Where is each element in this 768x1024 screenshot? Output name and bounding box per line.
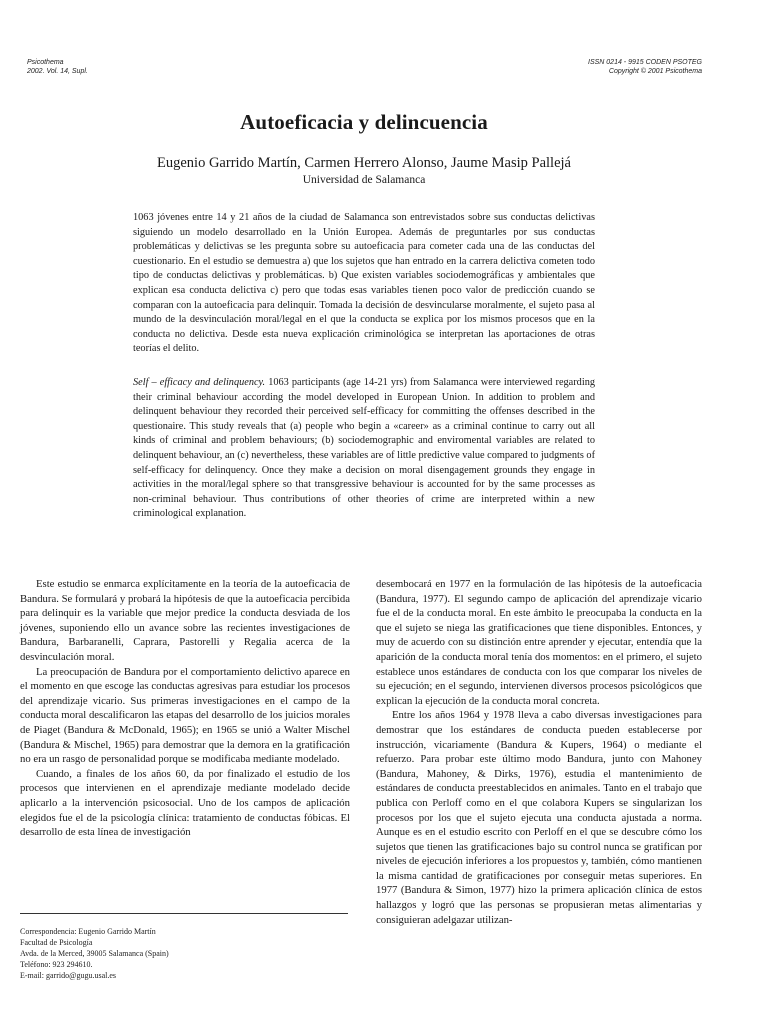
footnote-divider: [20, 913, 348, 914]
abstract-english: [133, 376, 595, 522]
body-column-left: [20, 577, 350, 840]
correspondence-note: [20, 926, 350, 981]
correspondence-address: Avda. de la Merced, 39005 Salamanca (Spain): [20, 949, 169, 958]
abstract-english-text: 1063 participants (age 14-21 yrs) from Salamanca were interviewed regarding their criminal behaviour according the model developed in European Union. In addition to problem and delinquent behaviour they recorded their perceived self-efficacy for committing the offenses described in the questionaire. This study reveals that (a) people who begin a «career» as a criminal continue to carry out all kinds of criminal and problem behaviours; (b) sociodemographic and enviromental variables are related to delinquent behaviour, an (c) nevertheless, these variables are of little predictive value compared to judgments of self-efficacy for delinquency. Once they make a decision on moral disengagement grounds they engage in activities in the moral/legal sphere so that transgressive behaviour is accounted for by the same processes as non-criminal behaviour. Thus contributions of other theories of crime are interpreted within a new criminological explanation.: [133, 377, 595, 520]
abstract-spanish: 1063 jóvenes entre 14 y 21 años de la ciudad de Salamanca son entrevistados sobre sus conductas delictivas siguiendo un modelo desarrollado en la Unión Europea. Además de preguntarles por sus conductas problemáticas y delictivas se les pregunta sobre su autoeficacia para cometer cada una de las conductas del cuestionario. En el estudio se demuestra a) que los sujetos que han entrado en la carrera delictiva cometen todo tipo de conductas delictivas y problemáticas. b) Que existen variables sociodemográficas y ambientales que explican esa conducta delictiva c) pero que todas esas variables tienen poco valor de predicción cuando se comparan con la autoeficacia para delinquir. Tomada la decisión de desvincularse moralmente, el sujeto pasa al mundo de la desvinculación moral/legal en el que la conducta se explica por los mismos procesos que en la conducta no delictiva. Desde esta nueva explicación criminológica se interpretan las aportaciones de otras teorías el delito.: [133, 212, 595, 355]
abstract-english-title: Self – efficacy and delinquency.: [133, 377, 266, 388]
journal-header-left: [27, 58, 88, 76]
body-paragraph: Entre los años 1964 y 1978 lleva a cabo diversas investigaciones para demostrar que los estándares de conducta pueden establecerse por instrucción, vicariamente (Bandura & Kupers, 1964) o mediante el refuerzo. Para probar este último modo Bandura, junto con Mahoney (Bandura, Mahoney, & Dirks, 1976), estudia el mantenimiento de estándares de conducta preestablecidos en animales. Tanto en el trabajo que publica con Perloff como en el que colabora Kupers se singularizan los procesos por los que el sujeto ejecuta una conducta ajustada a norma. Aunque es en el estudio escrito con Perloff en el que se descubre cómo los sujetos que tienen las gratificaciones bajo su control nunca se gratifican por niveles de ejecución inferiores a los propuestos y, también, cómo mantienen la misma cantidad de gratificaciones por conseguir metas superiores. En 1977 (Bandura & Simon, 1977) hizo la primera aplicación clínica de estos hallazgos y logró que las personas se propusieran metas alimentarias y consiguieran adelgazar utilizan-: [376, 709, 702, 926]
paper-authors: Eugenio Garrido Martín, Carmen Herrero Alonso, Jaume Masip Pallejá: [157, 155, 571, 171]
copyright-line: Copyright © 2001 Psicothema: [608, 68, 702, 75]
body-paragraph: La preocupación de Bandura por el comportamiento delictivo aparece en el momento en que escoge las conductas agresivas para estudiar los procesos del aprendizaje vicario. Sus primeras investigaciones en el campo de la conducta moral descalificaron las etapas del desarrollo de los juicios morales de Piaget (Bandura & McDonald, 1965); en 1965 se unió a Walter Mischel (Bandura & Mischel, 1965) para demostrar que la demora en la gratificación no era un rasgo de personalidad porque se modificaba mediante modelado.: [20, 665, 350, 766]
correspondence-faculty: Facultad de Psicología: [20, 938, 93, 947]
correspondence-name: Correspondencia: Eugenio Garrido Martín: [20, 927, 156, 936]
body-column-right: [376, 577, 702, 927]
body-paragraph: Cuando, a finales de los años 60, da por finalizado el estudio de los procesos que intervienen en el aprendizaje mediante modelado decide aplicarlo a la intervención psicosocial. Uno de los campos de aplicación elegidos fue el de la psicología clínica: tratamiento de conductas fóbicas. El desarrollo de esta línea de investigación: [20, 767, 350, 839]
journal-header-right: [588, 58, 702, 76]
body-paragraph: Este estudio se enmarca explícitamente en la teoría de la autoeficacia de Bandura. Se formulará y probará la hipótesis de que la autoeficacia percibida para delinquir es la variable que mejor predice la conducta desviada de los jóvenes, suponiendo ello un avance sobre las recientes investigaciones de Bandura, Barbaranelli, Caprara, Pastorelli y Regalia acerca de la desvinculación moral.: [20, 578, 350, 663]
correspondence-phone: Teléfono: 923 294610.: [20, 960, 93, 969]
journal-volume: 2002. Vol. 14, Supl.: [27, 68, 88, 75]
body-paragraph: desembocará en 1977 en la formulación de las hipótesis de la autoeficacia (Bandura, 1977). El segundo campo de aplicación del aprendizaje vicario fue el de la conducta moral. En este ámbito le preocupaba la conducta en la que el sujeto se niega las gratificaciones que tiene disponibles. Entonces, y muy de acuerdo con su distinción entre aprender y ejecutar, entendía que la aparición de la conducta moral tenía dos momentos: en el primero, el sujeto establece unos estándares de conducta con los que comparar los niveles de su ejecución; en el segundo, intervienen diversos procesos psicológicos que explican la ejecución de la conducta moral concreta.: [376, 578, 702, 707]
correspondence-email: E-mail: garrido@gugu.usal.es: [20, 971, 117, 980]
paper-affiliation: Universidad de Salamanca: [302, 174, 426, 186]
journal-name: Psicothema: [27, 59, 64, 66]
paper-title: Autoeficacia y delincuencia: [240, 110, 488, 134]
issn-line: ISSN 0214 - 9915 CODEN PSOTEG: [588, 59, 702, 66]
